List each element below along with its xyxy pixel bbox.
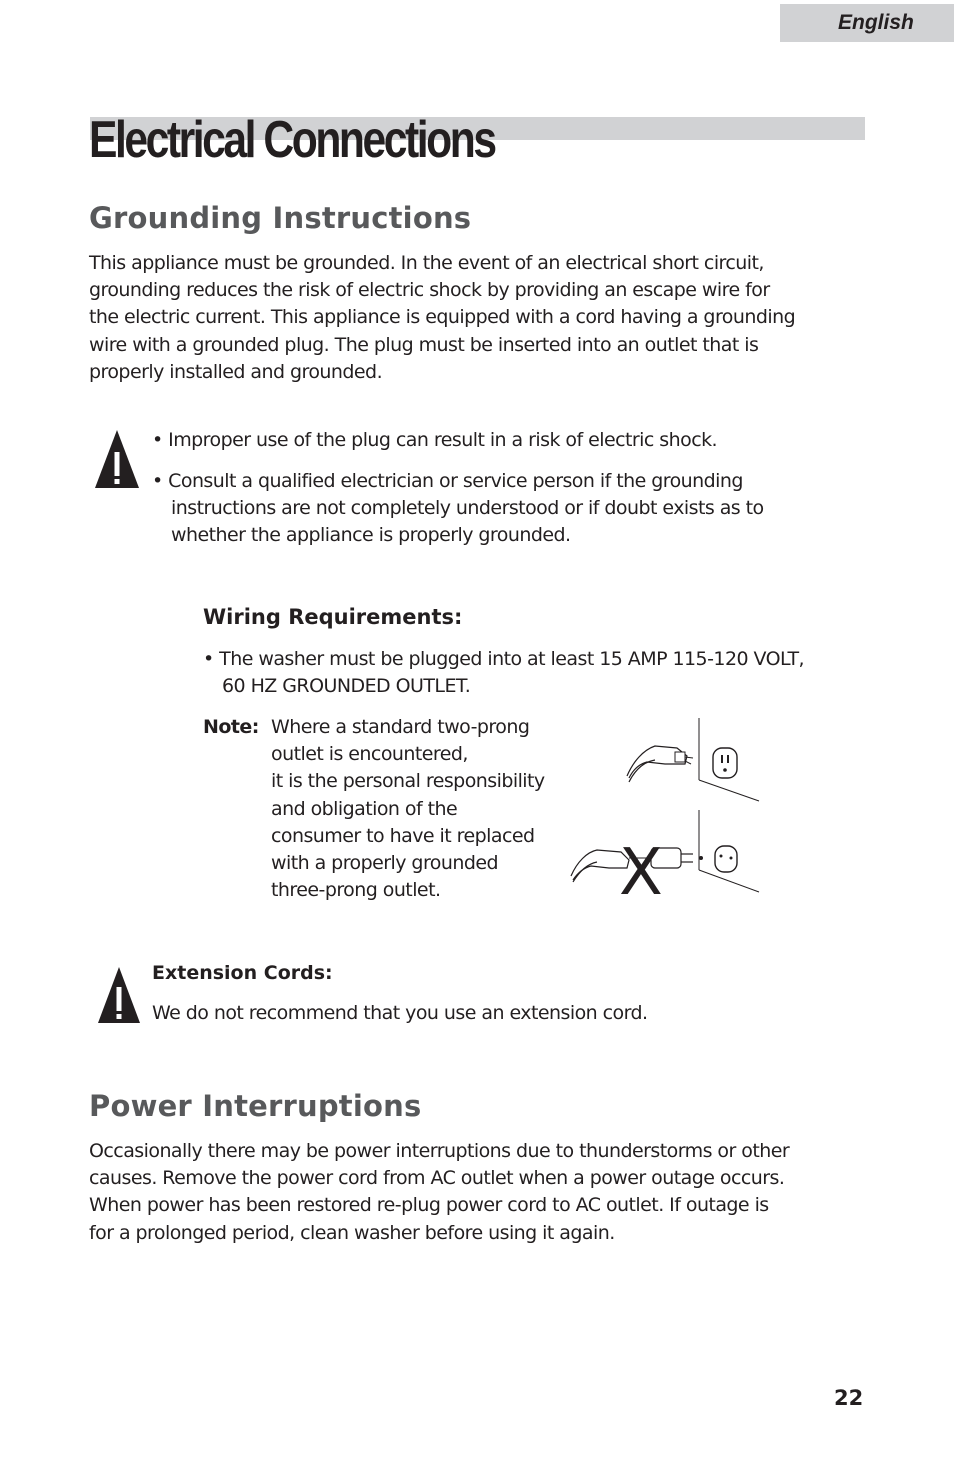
- extension-heading: Extension Cords:: [152, 962, 333, 984]
- grounding-paragraph: [89, 250, 849, 386]
- note-line: outlet is encountered,: [271, 743, 468, 766]
- warning-bullet-line: • Consult a qualified electrician or service person if the grounding: [152, 470, 743, 492]
- wiring-heading: Wiring Requirements:: [203, 605, 463, 629]
- grounding-heading: Grounding Instructions: [89, 201, 472, 235]
- warning-triangle-icon: [93, 428, 141, 490]
- power-line: for a prolonged period, clean washer before using it again.: [89, 1221, 615, 1244]
- warning-bullet-line: • Improper use of the plug can result in a risk of electric shock.: [152, 429, 718, 451]
- wiring-bullet: [203, 646, 882, 700]
- note-line: consumer to have it replaced: [271, 824, 535, 847]
- prohibited-x-mark: X: [619, 836, 663, 902]
- grounding-line: grounding reduces the risk of electric shock by providing an escape wire for: [89, 279, 770, 302]
- grounding-line: wire with a grounded plug. The plug must be inserted into an outlet that is: [89, 333, 759, 356]
- page-title: Electrical Connections: [89, 111, 495, 169]
- warning-triangle-icon: [96, 965, 142, 1025]
- three-prong-plug-icon: [627, 718, 759, 801]
- note-line: it is the personal responsibility: [271, 770, 545, 793]
- wiring-bullet-line: • The washer must be plugged into at least 15 AMP 115-120 VOLT,: [203, 648, 804, 670]
- warning-bullet-line: whether the appliance is properly grounded.: [171, 524, 571, 547]
- two-prong-adapter-icon: [571, 810, 759, 892]
- plug-outlet-illustration: [565, 712, 765, 902]
- power-line: When power has been restored re-plug power cord to AC outlet. If outage is: [89, 1194, 769, 1217]
- note-label: Note:: [203, 716, 259, 738]
- grounding-line: properly installed and grounded.: [89, 360, 383, 383]
- power-heading: Power Interruptions: [89, 1089, 422, 1123]
- note-line: and obligation of the: [271, 797, 458, 820]
- wiring-bullet-line: 60 HZ GROUNDED OUTLET.: [222, 675, 471, 698]
- grounding-line: This appliance must be grounded. In the event of an electrical short circuit,: [89, 252, 764, 274]
- power-line: Occasionally there may be power interruptions due to thunderstorms or other: [89, 1140, 790, 1162]
- warning-bullet: [152, 427, 871, 454]
- grounding-line: the electric current. This appliance is equipped with a cord having a grounding: [89, 306, 796, 329]
- note-line: Where a standard two-prong: [271, 716, 530, 738]
- power-line: causes. Remove the power cord from AC outlet when a power outage occurs.: [89, 1167, 785, 1190]
- warning-bullet-line: instructions are not completely understood or if doubt exists as to: [171, 497, 764, 520]
- power-paragraph: [89, 1138, 849, 1247]
- page-number: 22: [834, 1386, 864, 1410]
- warning-bullet: [152, 468, 871, 550]
- language-tab: English: [780, 4, 954, 42]
- note-line: three-prong outlet.: [271, 879, 441, 902]
- note-line: with a properly grounded: [271, 852, 499, 874]
- extension-text: We do not recommend that you use an extension cord.: [152, 1002, 648, 1024]
